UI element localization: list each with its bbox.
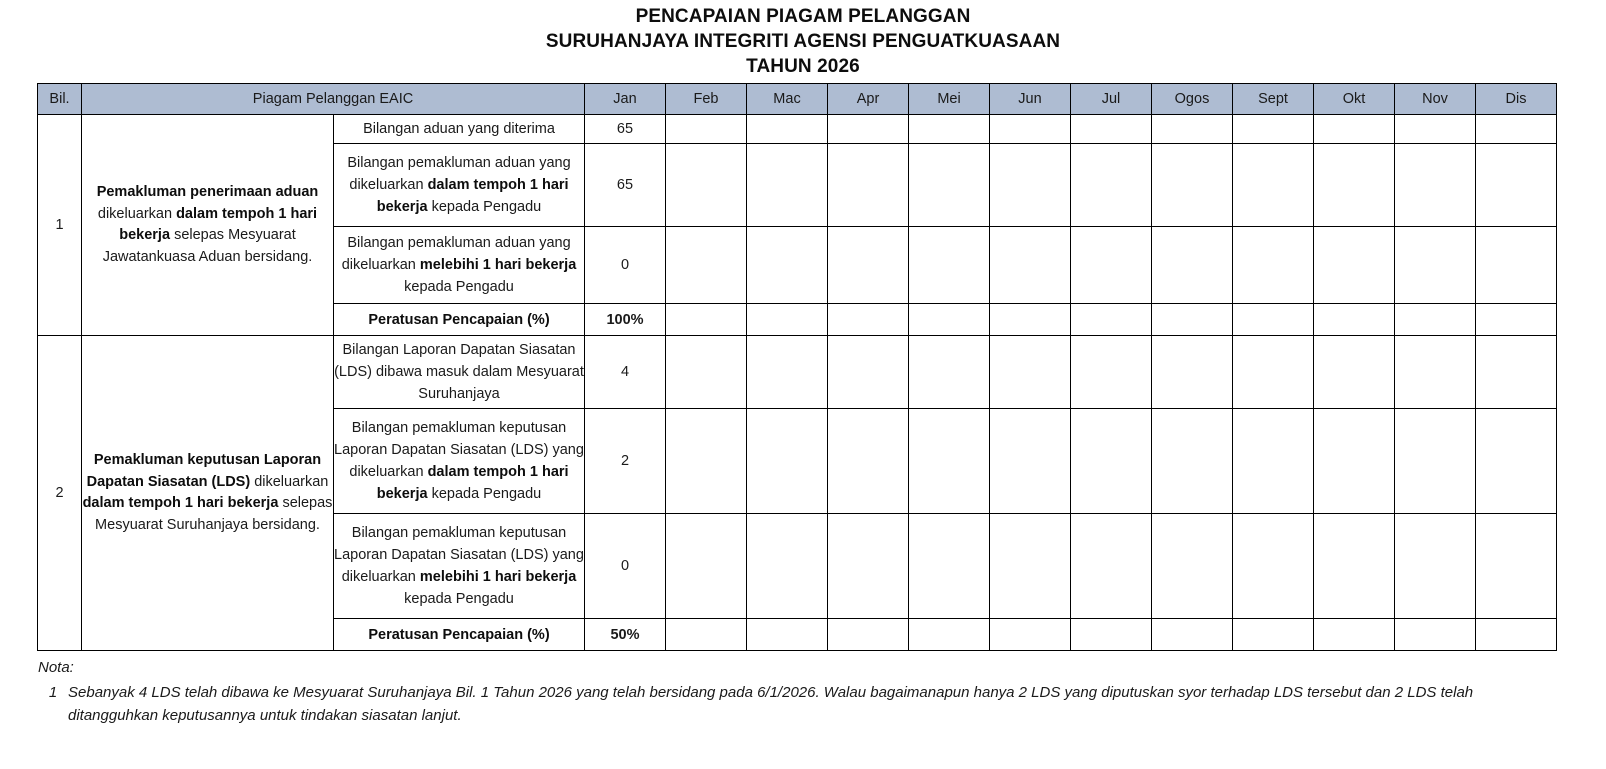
cell-okt[interactable] — [1314, 227, 1395, 304]
cell-jan[interactable]: 0 — [585, 227, 666, 304]
row-group-number: 2 — [38, 336, 82, 651]
cell-feb[interactable] — [666, 304, 747, 336]
cell-feb[interactable] — [666, 336, 747, 409]
note-item — [38, 681, 1606, 727]
cell-jan[interactable]: 50% — [585, 619, 666, 651]
cell-mei[interactable] — [909, 227, 990, 304]
cell-nov[interactable] — [1395, 409, 1476, 514]
column-header-month-jun: Jun — [990, 84, 1071, 115]
cell-okt[interactable] — [1314, 336, 1395, 409]
row-label-indicator: Bilangan Laporan Dapatan Siasatan (LDS) dibawa masuk dalam Mesyuarat Suruhanjaya — [334, 336, 585, 409]
row-group-description: Pemakluman keputusan Laporan Dapatan Siasatan (LDS) dikeluarkan dalam tempoh 1 hari bekerja selepas Mesyuarat Suruhanjaya bersidang. — [82, 336, 334, 651]
page-title-line-2: SURUHANJAYA INTEGRITI AGENSI PENGUATKUASAAN — [545, 31, 1061, 52]
cell-okt[interactable] — [1314, 144, 1395, 227]
cell-dis[interactable] — [1476, 144, 1557, 227]
page-title-line-1: PENCAPAIAN PIAGAM PELANGGAN — [635, 6, 971, 27]
cell-jul[interactable] — [1071, 227, 1152, 304]
cell-mei[interactable] — [909, 304, 990, 336]
cell-mac[interactable] — [747, 144, 828, 227]
cell-apr[interactable] — [828, 304, 909, 336]
cell-sept[interactable] — [1233, 619, 1314, 651]
cell-mac[interactable] — [747, 227, 828, 304]
table-header — [38, 84, 1557, 115]
column-header-month-jul: Jul — [1071, 84, 1152, 115]
column-header-month-feb: Feb — [666, 84, 747, 115]
cell-ogos[interactable] — [1152, 336, 1233, 409]
column-header-month-ogos: Ogos — [1152, 84, 1233, 115]
cell-nov[interactable] — [1395, 115, 1476, 144]
cell-jun[interactable] — [990, 115, 1071, 144]
cell-jun[interactable] — [990, 144, 1071, 227]
cell-apr[interactable] — [828, 409, 909, 514]
note-text: Sebanyak 4 LDS telah dibawa ke Mesyuarat Suruhanjaya Bil. 1 Tahun 2026 yang telah bersidang pada 6/1/2026. Walau bagaimanapun hanya 2 LDS yang diputuskan syor terhadap LDS tersebut dan 2 LDS telah ditangguhkan keputusannya untuk tindakan siasatan lanjut. — [68, 684, 1474, 724]
cell-nov[interactable] — [1395, 336, 1476, 409]
column-header-month-sept: Sept — [1233, 84, 1314, 115]
row-label-percentage: Peratusan Pencapaian (%) — [334, 619, 585, 651]
cell-sept[interactable] — [1233, 227, 1314, 304]
cell-jun[interactable] — [990, 336, 1071, 409]
cell-apr[interactable] — [828, 336, 909, 409]
cell-mei[interactable] — [909, 409, 990, 514]
cell-feb[interactable] — [666, 514, 747, 619]
cell-okt[interactable] — [1314, 115, 1395, 144]
cell-apr[interactable] — [828, 619, 909, 651]
cell-sept[interactable] — [1233, 144, 1314, 227]
cell-mac[interactable] — [747, 336, 828, 409]
cell-jan[interactable]: 100% — [585, 304, 666, 336]
column-header-month-nov: Nov — [1395, 84, 1476, 115]
notes-section — [38, 656, 1606, 727]
cell-mac[interactable] — [747, 409, 828, 514]
cell-jun[interactable] — [990, 409, 1071, 514]
cell-jun[interactable] — [990, 619, 1071, 651]
cell-jul[interactable] — [1071, 336, 1152, 409]
table-body — [38, 115, 1557, 651]
cell-jan[interactable]: 0 — [585, 514, 666, 619]
cell-jun[interactable] — [990, 514, 1071, 619]
cell-mac[interactable] — [747, 115, 828, 144]
cell-mac[interactable] — [747, 514, 828, 619]
cell-feb[interactable] — [666, 115, 747, 144]
cell-dis[interactable] — [1476, 619, 1557, 651]
cell-okt[interactable] — [1314, 619, 1395, 651]
cell-mei[interactable] — [909, 115, 990, 144]
column-header-month-mei: Mei — [909, 84, 990, 115]
row-label-indicator: Bilangan pemakluman aduan yang dikeluarkan dalam tempoh 1 hari bekerja kepada Pengadu — [334, 144, 585, 227]
cell-nov[interactable] — [1395, 144, 1476, 227]
cell-feb[interactable] — [666, 227, 747, 304]
cell-jan[interactable]: 4 — [585, 336, 666, 409]
cell-jul[interactable] — [1071, 115, 1152, 144]
cell-apr[interactable] — [828, 144, 909, 227]
cell-dis[interactable] — [1476, 336, 1557, 409]
row-label-indicator: Bilangan pemakluman aduan yang dikeluarkan melebihi 1 hari bekerja kepada Pengadu — [334, 227, 585, 304]
cell-apr[interactable] — [828, 227, 909, 304]
cell-jan[interactable]: 65 — [585, 144, 666, 227]
cell-okt[interactable] — [1314, 514, 1395, 619]
cell-ogos[interactable] — [1152, 304, 1233, 336]
page-title-line-3: TAHUN 2026 — [746, 56, 860, 77]
cell-ogos[interactable] — [1152, 227, 1233, 304]
cell-sept[interactable] — [1233, 514, 1314, 619]
cell-nov[interactable] — [1395, 619, 1476, 651]
column-header-charter: Piagam Pelanggan EAIC — [82, 84, 585, 115]
cell-jun[interactable] — [990, 227, 1071, 304]
column-header-bil: Bil. — [38, 84, 82, 115]
row-label-percentage: Peratusan Pencapaian (%) — [334, 304, 585, 336]
cell-feb[interactable] — [666, 144, 747, 227]
cell-dis[interactable] — [1476, 304, 1557, 336]
note-number: 1 — [48, 684, 58, 701]
achievement-table — [37, 83, 1557, 651]
cell-ogos[interactable] — [1152, 619, 1233, 651]
cell-feb[interactable] — [666, 619, 747, 651]
report-title-block — [0, 0, 1606, 79]
cell-ogos[interactable] — [1152, 144, 1233, 227]
cell-jul[interactable] — [1071, 304, 1152, 336]
cell-sept[interactable] — [1233, 336, 1314, 409]
cell-mac[interactable] — [747, 304, 828, 336]
cell-jul[interactable] — [1071, 619, 1152, 651]
cell-mei[interactable] — [909, 619, 990, 651]
column-header-month-jan: Jan — [585, 84, 666, 115]
cell-okt[interactable] — [1314, 304, 1395, 336]
cell-jan[interactable]: 2 — [585, 409, 666, 514]
cell-jul[interactable] — [1071, 144, 1152, 227]
cell-okt[interactable] — [1314, 409, 1395, 514]
cell-jan[interactable]: 65 — [585, 115, 666, 144]
row-label-indicator: Bilangan aduan yang diterima — [334, 115, 585, 144]
cell-dis[interactable] — [1476, 227, 1557, 304]
column-header-month-dis: Dis — [1476, 84, 1557, 115]
cell-jul[interactable] — [1071, 409, 1152, 514]
cell-nov[interactable] — [1395, 514, 1476, 619]
cell-dis[interactable] — [1476, 409, 1557, 514]
cell-nov[interactable] — [1395, 304, 1476, 336]
cell-sept[interactable] — [1233, 115, 1314, 144]
cell-ogos[interactable] — [1152, 514, 1233, 619]
cell-sept[interactable] — [1233, 304, 1314, 336]
cell-mei[interactable] — [909, 336, 990, 409]
row-label-indicator: Bilangan pemakluman keputusan Laporan Dapatan Siasatan (LDS) yang dikeluarkan dalam tempoh 1 hari bekerja kepada Pengadu — [334, 409, 585, 514]
row-group-number: 1 — [38, 115, 82, 336]
cell-dis[interactable] — [1476, 115, 1557, 144]
achievement-table-wrapper — [37, 83, 1551, 651]
table-row — [38, 336, 1557, 409]
cell-ogos[interactable] — [1152, 115, 1233, 144]
cell-mei[interactable] — [909, 144, 990, 227]
cell-apr[interactable] — [828, 514, 909, 619]
row-group-description: Pemakluman penerimaan aduan dikeluarkan dalam tempoh 1 hari bekerja selepas Mesyuarat Jawatankuasa Aduan bersidang. — [82, 115, 334, 336]
cell-dis[interactable] — [1476, 514, 1557, 619]
cell-feb[interactable] — [666, 409, 747, 514]
cell-jun[interactable] — [990, 304, 1071, 336]
cell-mac[interactable] — [747, 619, 828, 651]
cell-apr[interactable] — [828, 115, 909, 144]
table-row — [38, 115, 1557, 144]
notes-list — [38, 681, 1606, 727]
table-header-row — [38, 84, 1557, 115]
column-header-month-apr: Apr — [828, 84, 909, 115]
cell-mei[interactable] — [909, 514, 990, 619]
column-header-month-okt: Okt — [1314, 84, 1395, 115]
cell-jul[interactable] — [1071, 514, 1152, 619]
cell-ogos[interactable] — [1152, 409, 1233, 514]
notes-label: Nota: — [38, 659, 74, 676]
cell-sept[interactable] — [1233, 409, 1314, 514]
column-header-month-mac: Mac — [747, 84, 828, 115]
row-label-indicator: Bilangan pemakluman keputusan Laporan Dapatan Siasatan (LDS) yang dikeluarkan melebihi 1 hari bekerja kepada Pengadu — [334, 514, 585, 619]
cell-nov[interactable] — [1395, 227, 1476, 304]
